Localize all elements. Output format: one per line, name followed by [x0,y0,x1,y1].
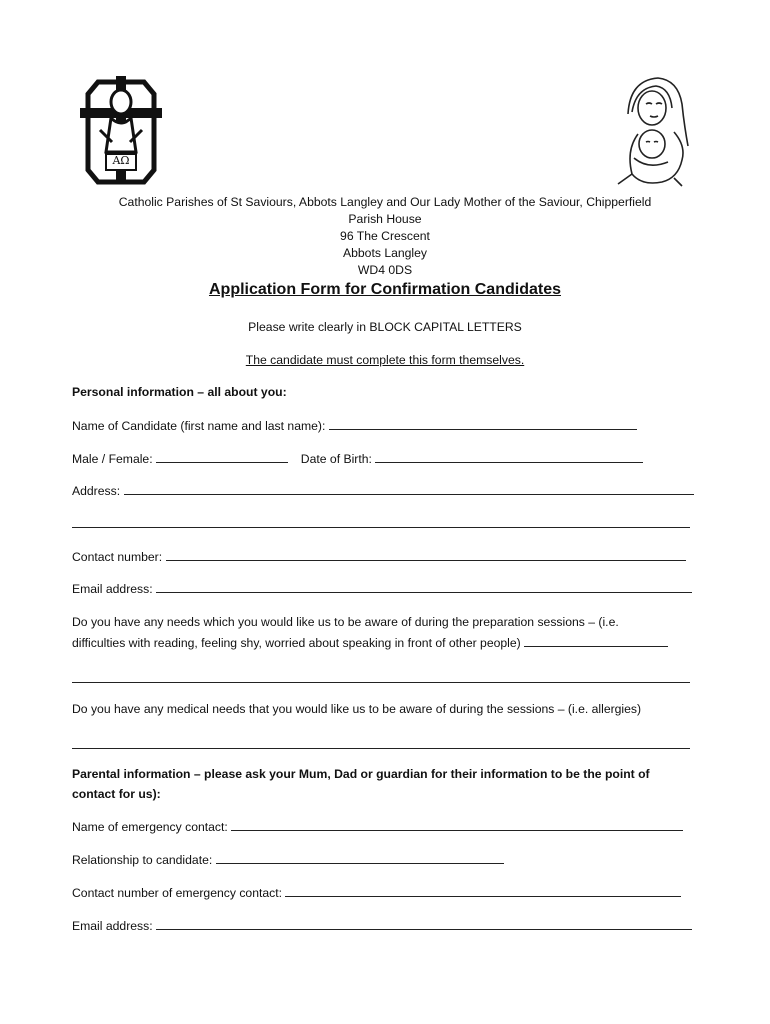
emergency-name-row [72,819,683,835]
email-row [72,581,692,597]
relationship-row [72,852,504,868]
address-label: Address: [72,484,121,498]
emergency-number-label: Contact number of emergency contact: [72,886,283,900]
parent-email-label: Email address: [72,919,153,933]
needs-field[interactable] [524,635,668,647]
contact-number-row [72,549,686,565]
needs-question-line-1: Do you have any needs which you would like us to be aware of during the preparation sessions – (i.e. [72,615,619,629]
candidate-name-label: Name of Candidate (first name and last name): [72,419,326,433]
relationship-field[interactable] [216,852,504,864]
candidate-name-row [72,418,637,434]
address-field[interactable] [124,483,694,495]
parish-logo [78,74,164,186]
form-title: Application Form for Confirmation Candidates [208,281,561,298]
dob-field[interactable] [375,451,643,463]
emergency-name-label: Name of emergency contact: [72,820,228,834]
emergency-name-field[interactable] [231,819,683,831]
instruction-text: Please write clearly in BLOCK CAPITAL LETTERS [248,320,522,334]
parishes-line: Catholic Parishes of St Saviours, Abbots Langley and Our Lady Mother of the Saviour, Chipperfield [118,195,652,209]
needs-question-row [72,635,668,651]
candidate-name-field[interactable] [329,418,637,430]
address-line-4: WD4 0DS [357,263,413,277]
emergency-number-field[interactable] [285,885,681,897]
medical-field[interactable] [72,748,690,749]
needs-field-line-2[interactable] [72,682,690,683]
gender-field[interactable] [156,451,288,463]
parental-heading-line-1: Parental information – please ask your Mum, Dad or guardian for their information to be the point of [72,767,650,781]
gender-dob-row [72,451,643,467]
madonna-child-icon [612,74,698,190]
contact-number-label: Contact number: [72,550,163,564]
parent-email-row [72,918,692,934]
address-row [72,483,694,499]
personal-heading: Personal information – all about you: [72,385,287,399]
emergency-number-row [72,885,681,901]
needs-question-line-2: difficulties with reading, feeling shy, worried about speaking in front of other people) [72,636,521,650]
contact-number-field[interactable] [166,549,686,561]
relationship-label: Relationship to candidate: [72,853,213,867]
gender-label: Male / Female: [72,452,153,466]
parental-heading-line-2: contact for us): [72,787,161,801]
email-label: Email address: [72,582,153,596]
address-line-1: Parish House [348,212,422,226]
address-line-2: 96 The Crescent [340,229,430,243]
address-field-line-2[interactable] [72,527,690,528]
medical-question: Do you have any medical needs that you would like us to be aware of during the sessions – (i.e. allergies) [72,702,642,716]
email-field[interactable] [156,581,692,593]
parent-email-field[interactable] [156,918,692,930]
alpha-omega-text: AΩ [112,154,130,167]
completion-note: The candidate must complete this form themselves. [245,353,525,367]
address-line-3: Abbots Langley [342,246,428,260]
dob-label: Date of Birth: [300,452,372,466]
